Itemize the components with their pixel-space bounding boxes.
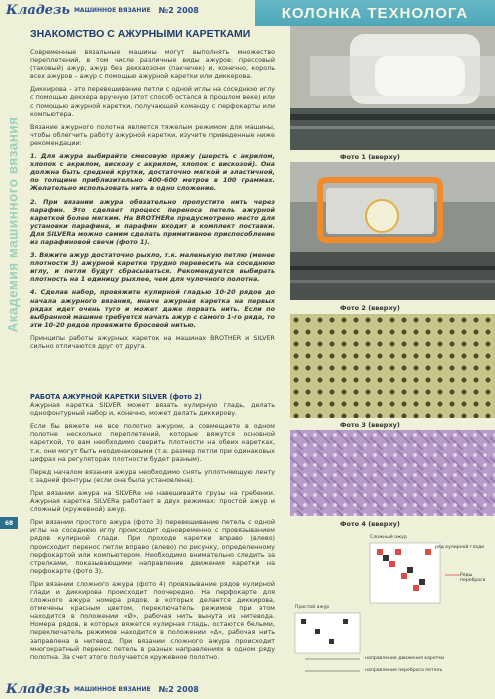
silver-para-6: При вязании сложного ажура (фото 4) провязывание рядов кулирной глади и диккирова происходит поочередно. На перфокарте для сложного ажура номера рядов, в которых делается диккирова, отмечены красным цветом, переключатель режимов при этом находится в положении «Ø», рабочая нить вынута из нитевода. Номера рядов, в которых вяжется кулирная гладь, остаются белыми, переключатель режимов находится в положении «Δ», рабочая нить заправлена в нитевод. При вязании сложного ажура происходит многократный перенос петель в разных направлениях в одном ряду полотна. За счет этого получается кружевное полотно. xyxy=(30,579,275,661)
intro-paragraph-3: Вязание ажурного полотна является тяжелым режимом для машины, чтобы облегчить работу ажурной каретки, изучите приведенные ниже рекомендации: xyxy=(30,122,275,147)
diagram-legend-title: Сложный ажур xyxy=(370,535,407,540)
brand-subtitle: МАШИННОЕ ВЯЗАНИЕ xyxy=(73,6,151,14)
stitch-diagram xyxy=(285,535,495,680)
recommendation-1: 1. Для ажура выбирайте смесовую пряжу (шерсть с акрилом, хлопок с акрилом, вискозу с акрилом, хлопок с вискозой). Она должна быть средней крутки, достаточно мягкой и эластичной, по толщине приблизительно 400-600 метров в 100 граммах. Желательно использовать нить в одно сложение. xyxy=(30,152,275,193)
article-body-top xyxy=(30,48,275,355)
article-body-bottom xyxy=(30,393,275,666)
photo-3-image xyxy=(290,314,495,418)
diagram-simple-label: Простой ажур xyxy=(295,605,330,610)
photo-1-illustration xyxy=(290,26,495,150)
header-brand-bar xyxy=(0,0,255,20)
photo-2-image xyxy=(290,162,495,300)
diagram-arrow1-label: направление движения каретки xyxy=(365,656,445,661)
photo-1-image xyxy=(290,26,495,150)
footer-brand: Кладезь xyxy=(6,682,70,697)
diagram-arrow2-label: направление переброса петель xyxy=(365,668,443,673)
article-title: ЗНАКОМСТВО С АЖУРНЫМИ КАРЕТКАМИ xyxy=(30,28,251,40)
footer-bar xyxy=(0,680,495,699)
photo-2-caption: Фото 2 (вверху) xyxy=(340,304,400,312)
intro-paragraph-2: Диккирова – это перевешивание петли с одной иглы на соседнюю иглу с помощью декхера вручную (этот способ остался в прошлом веке) или с помощью ажурной каретки, получающей команду с перфокарты или компьютера. xyxy=(30,85,275,118)
brand-logo: Кладезь xyxy=(6,2,70,18)
photo-4-caption: Фото 4 (вверху) xyxy=(340,520,400,528)
footer-brand-sub: МАШИННОЕ ВЯЗАНИЕ xyxy=(73,686,151,693)
intro-paragraph: Современные вязальные машины могут выполнять множество переплетений, в том числе различные виды ажуров: прессовый (таковый) ажур, ажур без декхаозони (пакчечек) и, конечно, король всех ажуров – ажур с помощью ажурной каретки или диккерова. xyxy=(30,48,275,81)
vertical-label-bar xyxy=(0,20,22,350)
section-banner: КОЛОНКА ТЕХНОЛОГА xyxy=(255,0,495,26)
vertical-label: Академия машинного вязания xyxy=(5,116,21,333)
photo-2-illustration xyxy=(290,162,495,300)
silver-para-4: При вязании ажура на SILVERе не навешивайте грузы на гребенки. Ажурная каретка SILVERа работает в двух режимах: простой ажур и сложный (кружевной) ажур. xyxy=(30,488,275,514)
summary-paragraph: Принципы работы ажурных кареток на машинах BROTHER и SILVER сильно отличаются друг от друга. xyxy=(30,333,275,350)
silver-para-1: Ажурная каретка SILVER может вязать кулирную гладь, делать однофонтурный набор и, конечно, может делать диккирову. xyxy=(30,401,275,418)
photo-4-image xyxy=(290,430,495,516)
photo-3-caption: Фото 3 (вверху) xyxy=(340,421,400,429)
page-number: 68 xyxy=(0,517,18,529)
diagram-transfer-rows: Ряды переброса xyxy=(460,573,486,583)
recommendation-2: 2. При вязании ажура обязательно пропустите нить через парафин. Это сделает процесс переноса петель ажурной кареткой более мягким. На BROTHERе предусмотрено место для установки парафина, и парафин входит в комплект поставки. Для SILVERа можно самим сделать примитивное приспособление из парафиновой свечи (фото 1). xyxy=(30,197,275,246)
footer-issue: №2 2008 xyxy=(158,685,199,694)
photo-1-caption: Фото 1 (вверху) xyxy=(340,153,400,161)
silver-para-3: Перед началом вязания ажура необходимо снять уплотняющую ленту с задней фонтуры (если она была установлена). xyxy=(30,467,275,484)
diagram-row-label: ряд кулирной глади xyxy=(435,545,485,550)
recommendation-3: 3. Вяжите ажур достаточно рыхло, т.к. маленькую петлю (менее плотности 3) ажурной каретке трудно перевесить на соседнюю иглу, и петли будут сбрасываться. Рекомендуется выбирать плотность на 1 единицу рыхлее, чем для чулочного полотна. xyxy=(30,251,275,284)
section-subtitle: РАБОТА АЖУРНОЙ КАРЕТКИ SILVER (фото 2) xyxy=(30,393,202,401)
silver-para-2: Если бы вяжете не все полотно ажуром, а совмещаете в одном полотне несколько переплетений, которые вяжутся основной кареткой, то вам необходимо сверить плотности на обеих каретках, т.к. они могут быть неодинаковыми (т.е. размер петли при одинаковых цифрах на регуляторах плотности будет разным). xyxy=(30,422,275,463)
recommendation-4: 4. Сделав набор, провяжите кулирной гладью 10-20 рядов до начала ажурного вязания, иначе ажурная каретка на первых рядах идет очень туго и может даже порвать нить. Если по выбранной машине требуется начать ажур с самого 1-го ряда, то эти 10-20 рядов провяжите бросовой нитью. xyxy=(30,288,275,329)
silver-para-5: При вязании простого ажура (фото 3) перевешивание петель с одной иглы на соседнюю иглу происходит одновременно с провязыванием рядов кулирной глади. При проходе каретки вправо (влево) происходит перенос петли вправо (влево) по рисунку, определенному перфокартой или компьютером. Необходимо внимательно следить за стрелками, показывающими направление движения каретки на перфокарте (фото 3). xyxy=(30,518,275,575)
issue-number: №2 2008 xyxy=(158,5,199,15)
